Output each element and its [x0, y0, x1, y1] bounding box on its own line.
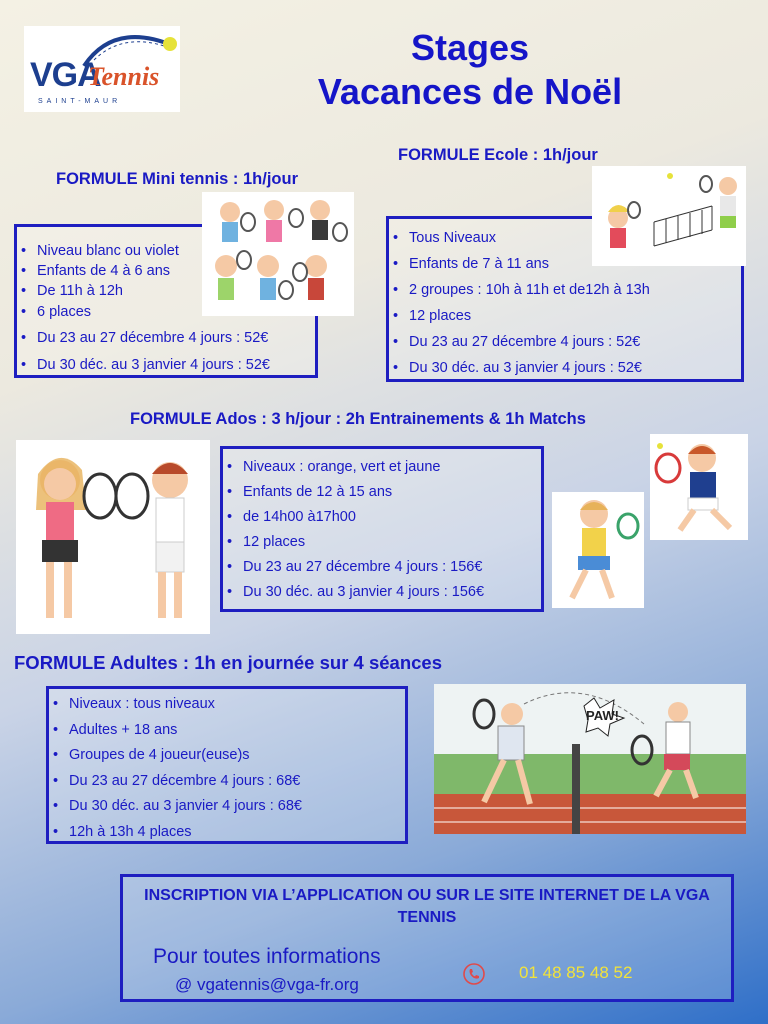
list-item: • Enfants de 4 à 6 ans — [17, 261, 315, 281]
list-item: • Enfants de 12 à 15 ans — [223, 480, 541, 505]
list-item: • Du 30 déc. au 3 janvier 4 jours : 52€ — [17, 353, 315, 377]
list-item: • 6 places — [17, 301, 315, 323]
ados-box — [220, 446, 544, 612]
ecole-heading: FORMULE Ecole : 1h/jour — [398, 146, 598, 164]
ecole-kids-net-illustration — [592, 166, 746, 266]
list-item: • Du 30 déc. au 3 janvier 4 jours : 156€ — [223, 580, 541, 605]
list-item: • Niveau blanc ou violet — [17, 241, 315, 261]
list-item: • 2 groupes : 10h à 11h et de12h à 13h — [389, 277, 741, 303]
list-item: • Du 23 au 27 décembre 4 jours : 156€ — [223, 555, 541, 580]
list-item: • de 14h00 à17h00 — [223, 505, 541, 530]
mini-tennis-heading: FORMULE Mini tennis : 1h/jour — [56, 170, 298, 188]
list-item: • 12h à 13h 4 places — [49, 820, 405, 846]
adultes-heading: FORMULE Adultes : 1h en journée sur 4 séances — [14, 652, 443, 673]
list-item: • 12 places — [389, 303, 741, 329]
ados-heading: FORMULE Ados : 3 h/jour : 2h Entrainements & 1h Matchs — [130, 410, 586, 428]
list-item: • Tous Niveaux — [389, 225, 741, 251]
list-item: • Niveaux : orange, vert et jaune — [223, 455, 541, 480]
comic-paw-text: PAW! — [586, 708, 619, 723]
title-line-2: Vacances de Noël — [317, 71, 623, 112]
list-item: • Du 23 au 27 décembre 4 jours : 52€ — [389, 329, 741, 355]
ados-list — [223, 449, 541, 605]
page-title — [240, 26, 700, 114]
inscription-text: INSCRIPTION VIA L’APPLICATION OU SUR LE SITE INTERNET DE LA VGA TENNIS — [144, 887, 710, 926]
contact-box — [120, 874, 734, 1002]
mini-tennis-kids-illustration — [202, 192, 354, 316]
email-link[interactable]: @ vgatennis@vga-fr.org — [175, 975, 359, 994]
logo-tennis-text: Tennis — [88, 62, 160, 91]
ados-kids-illustration — [16, 440, 210, 634]
logo-subtitle: SAINT-MAUR — [38, 98, 122, 105]
list-item: • Du 30 déc. au 3 janvier 4 jours : 52€ — [389, 355, 741, 381]
list-item: • Du 30 déc. au 3 janvier 4 jours : 68€ — [49, 794, 405, 820]
list-item: • 12 places — [223, 530, 541, 555]
logo-vga-text: VGA — [30, 56, 101, 94]
ados-boy-illustration — [650, 434, 748, 540]
ados-girl-illustration — [552, 492, 644, 608]
list-item: • Du 23 au 27 décembre 4 jours : 68€ — [49, 769, 405, 795]
list-item: • De 11h à 12h — [17, 281, 315, 301]
info-label: Pour toutes informations — [153, 945, 381, 968]
adultes-box — [46, 686, 408, 844]
list-item: • Enfants de 7 à 11 ans — [389, 251, 741, 277]
phone-number[interactable]: 01 48 85 48 52 — [519, 963, 633, 982]
title-line-1: Stages — [410, 27, 530, 68]
list-item: • Adultes + 18 ans — [49, 718, 405, 744]
adultes-comic-illustration — [434, 684, 746, 834]
list-item: • Niveaux : tous niveaux — [49, 692, 405, 718]
phone-icon — [463, 963, 485, 990]
adultes-list — [49, 689, 405, 845]
vga-tennis-logo — [24, 26, 180, 112]
list-item: • Groupes de 4 joueur(euse)s — [49, 743, 405, 769]
list-item: • Du 23 au 27 décembre 4 jours : 52€ — [17, 323, 315, 353]
